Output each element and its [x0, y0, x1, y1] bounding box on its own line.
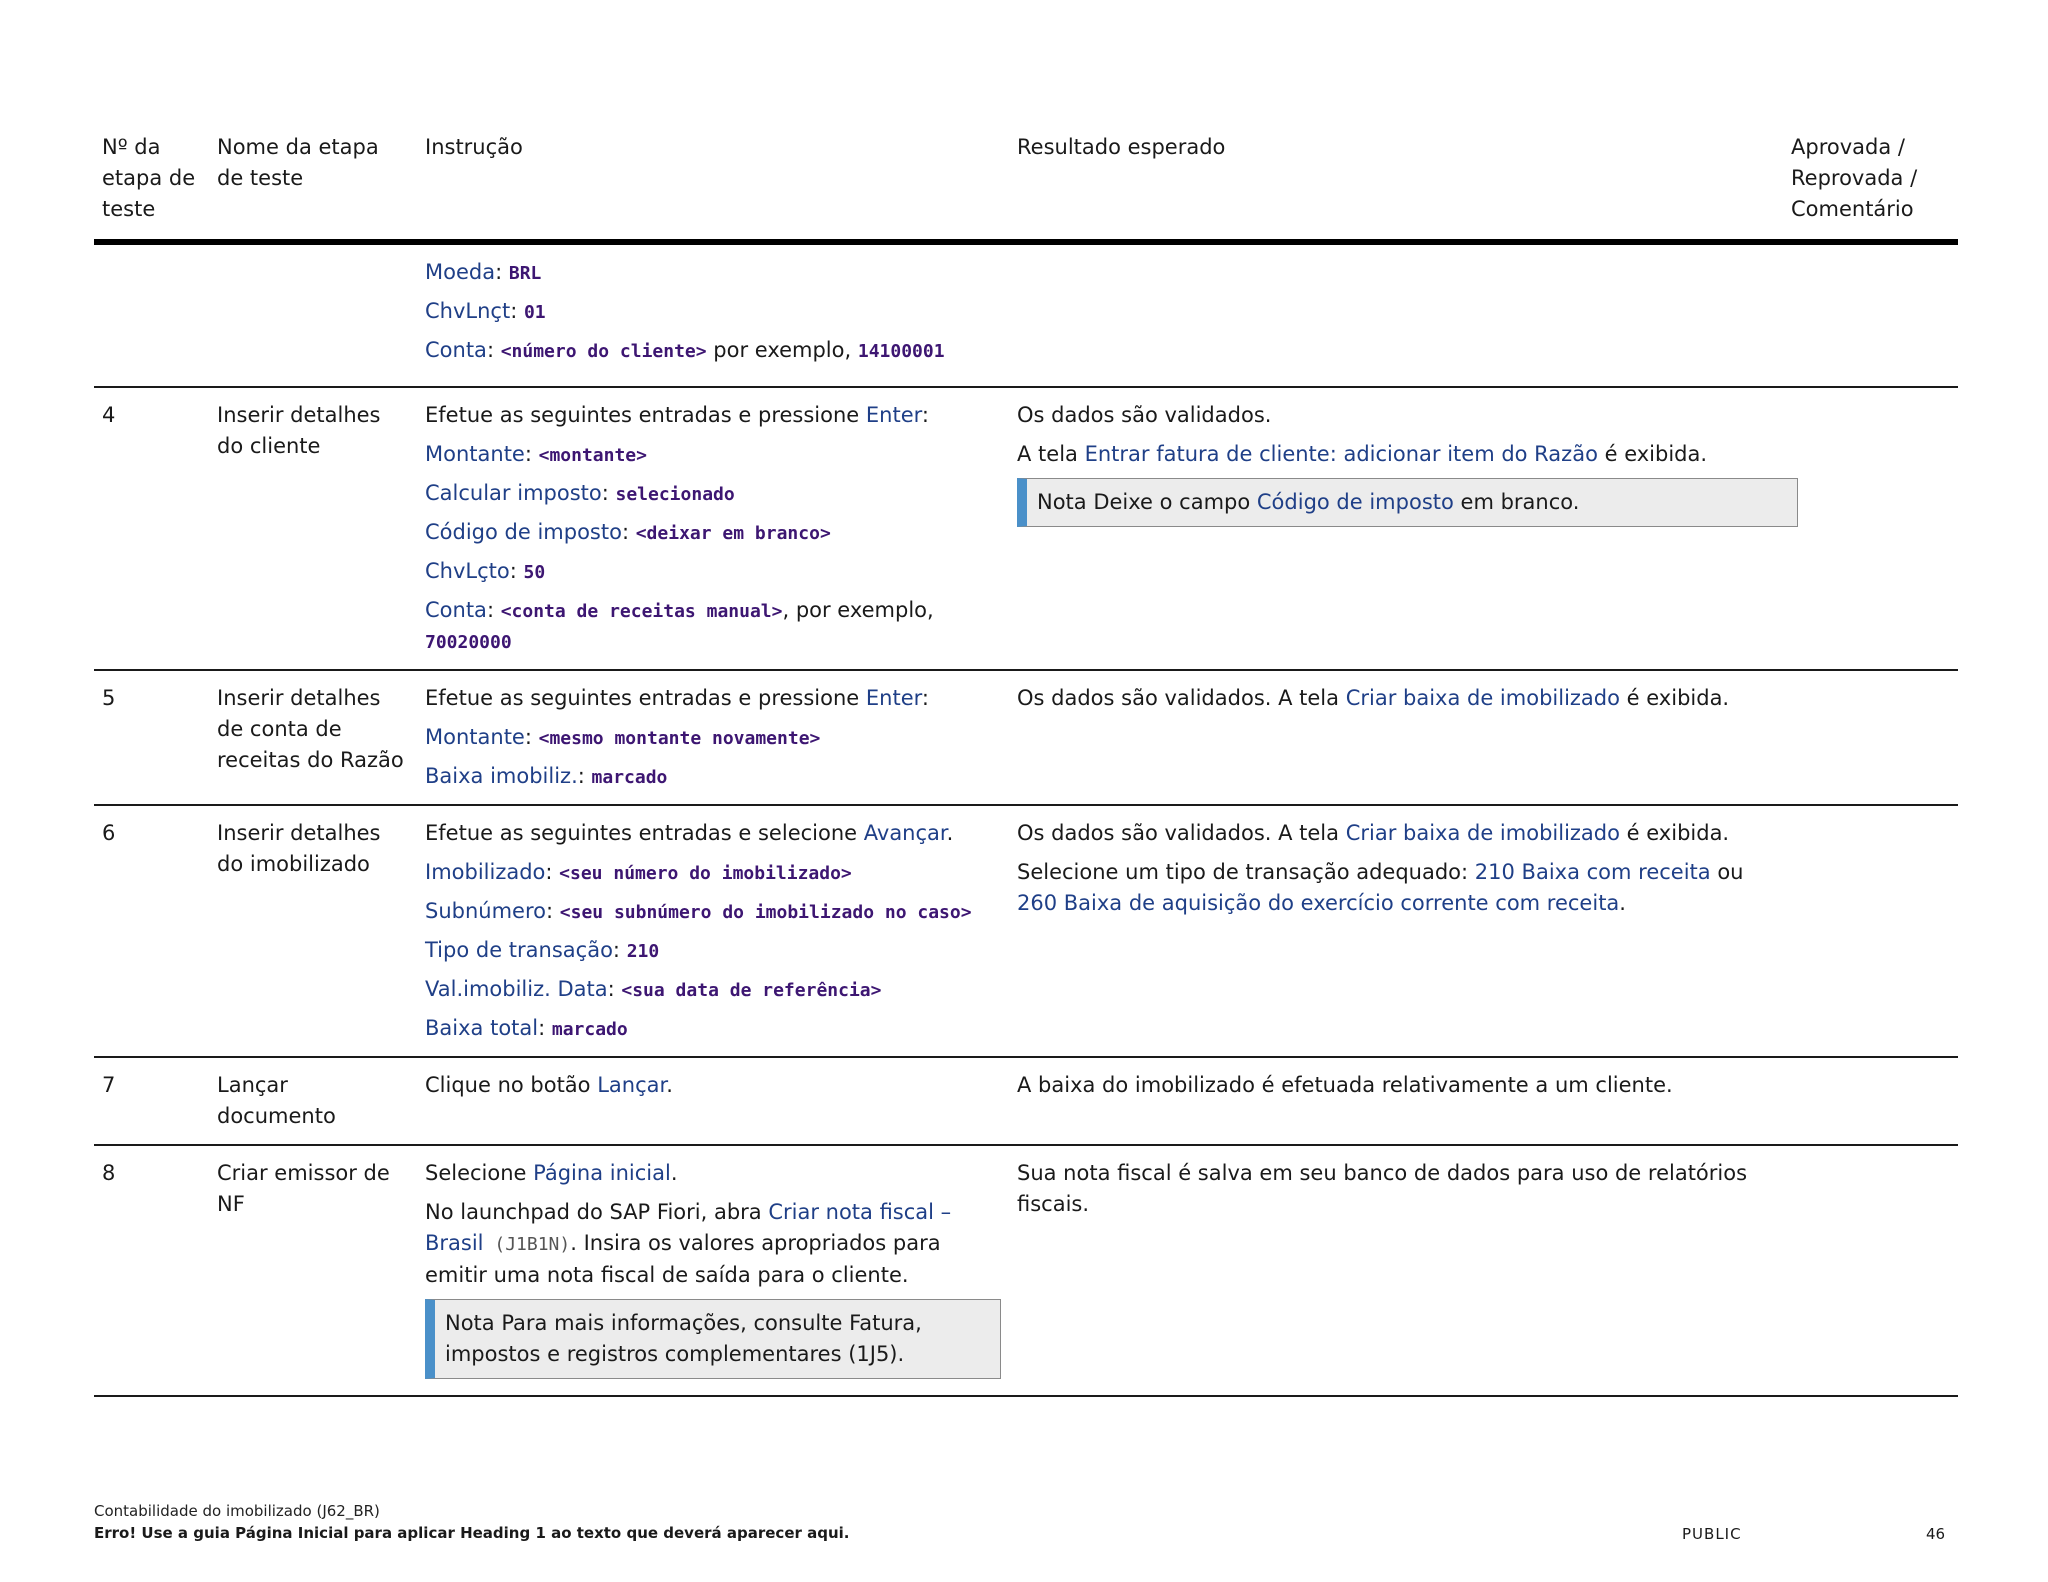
field-value: <conta de receitas manual> — [500, 601, 783, 622]
classification-label: PUBLIC — [1682, 1525, 1742, 1543]
field-value: 01 — [523, 302, 546, 323]
test-steps-table — [94, 120, 1958, 1397]
field-label: Conta — [425, 338, 487, 362]
step-number: 8 — [102, 1161, 116, 1185]
step-number: 5 — [102, 686, 116, 710]
header-step-name: Nome da etapa de teste — [217, 135, 379, 190]
heading-error-text: Erro! Use a guia Página Inicial para aplicar Heading 1 ao texto que deverá aparecer aqui. — [94, 1524, 850, 1542]
screen-name: Criar baixa de imobilizado — [1345, 821, 1620, 845]
field-value: 50 — [523, 562, 546, 583]
field-label: ChvLnçt — [425, 299, 511, 323]
key-term: Enter — [865, 403, 922, 427]
screen-name: Criar baixa de imobilizado — [1345, 686, 1620, 710]
expected-result-cell: Os dados são validados. A tela Entrar fatura de cliente: adicionar item do Razão é exibida. Nota Deixe o campo Código de imposto em branco. — [1009, 387, 1783, 670]
field-value: <montante> — [538, 445, 647, 466]
table-row — [94, 1145, 1958, 1396]
instruction-cell: Clique no botão Lançar. — [425, 1073, 673, 1097]
transaction-type-option: 260 Baixa de aquisição do exercício corrente com receita — [1017, 891, 1620, 915]
step-name: Inserir detalhes do cliente — [217, 403, 381, 458]
field-value: BRL — [508, 263, 542, 284]
expected-result-cell: A baixa do imobilizado é efetuada relativamente a um cliente. — [1017, 1073, 1673, 1097]
key-term: Página inicial — [533, 1161, 671, 1185]
note-box: Nota Para mais informações, consulte Fatura, impostos e registros complementares (1J5). — [425, 1299, 1001, 1379]
step-number: 6 — [102, 821, 116, 845]
step-number: 7 — [102, 1073, 116, 1097]
field-value: <seu subnúmero do imobilizado no caso> — [559, 902, 972, 923]
page-number: 46 — [1926, 1525, 1946, 1543]
screen-name: Entrar fatura de cliente: adicionar item do Razão — [1084, 442, 1598, 466]
field-label: Baixa imobiliz. — [425, 764, 578, 788]
field-label: Montante — [425, 442, 525, 466]
field-label: Val.imobiliz. Data — [425, 977, 608, 1001]
field-label: Imobilizado — [425, 860, 546, 884]
field-value: <sua data de referência> — [621, 980, 882, 1001]
field-value: <mesmo montante novamente> — [538, 728, 821, 749]
step-name: Criar emissor de NF — [217, 1161, 390, 1216]
table-row — [94, 1057, 1958, 1145]
field-label: Baixa total — [425, 1016, 539, 1040]
step-number: 4 — [102, 403, 116, 427]
field-example: 14100001 — [857, 341, 945, 362]
header-expected-result: Resultado esperado — [1017, 135, 1226, 159]
field-label: Moeda — [425, 260, 496, 284]
field-reference: Código de imposto — [1256, 490, 1454, 514]
field-value: <seu número do imobilizado> — [559, 863, 852, 884]
key-term: Lançar — [597, 1073, 667, 1097]
test-steps-page — [94, 120, 1958, 1397]
step-name: Inserir detalhes do imobilizado — [217, 821, 381, 876]
page-footer — [94, 1502, 1958, 1542]
field-label: Tipo de transação — [425, 938, 613, 962]
instruction-cell: Efetue as seguintes entradas e pressione Enter: Montante: <mesmo montante novamente> Baixa imobiliz.: marcado — [425, 686, 929, 788]
field-value: marcado — [591, 767, 668, 788]
instruction-cell: Efetue as seguintes entradas e selecione Avançar. Imobilizado: <seu número do imobilizado> Subnúmero: <seu subnúmero do imobilizado no caso> Tipo de transação: 210 Val.imobiliz. Data: <sua data de referência> Baixa total: marcado — [425, 821, 972, 1040]
step-name: Inserir detalhes de conta de receitas do Razão — [217, 686, 404, 772]
table-row — [94, 670, 1958, 805]
field-value: marcado — [551, 1019, 628, 1040]
field-label: Calcular imposto — [425, 481, 602, 505]
expected-result-cell: Os dados são validados. A tela Criar baixa de imobilizado é exibida. Selecione um tipo de transação adequado: 210 Baixa com receita ou 260 Baixa de aquisição do exercício corrente com receita. — [1017, 821, 1744, 915]
field-example: 70020000 — [425, 632, 512, 653]
field-value: 210 — [626, 941, 660, 962]
field-label: Montante — [425, 725, 525, 749]
field-label: ChvLçto — [425, 559, 510, 583]
instruction-cell: Efetue as seguintes entradas e pressione Enter: Montante: <montante> Calcular imposto: selecionado Código de imposto: <deixar em branco> ChvLçto: 50 Conta: <conta de receitas manual>, por exemplo, 70020000 — [425, 403, 934, 653]
expected-result-cell: Sua nota fiscal é salva em seu banco de dados para uso de relatórios fiscais. — [1017, 1161, 1748, 1216]
field-value: <deixar em branco> — [635, 523, 831, 544]
table-row — [94, 387, 1958, 670]
field-value: <número do cliente> — [500, 341, 707, 362]
step-name: Lançar documento — [217, 1073, 336, 1128]
table-row — [94, 805, 1958, 1057]
key-term: Avançar — [863, 821, 947, 845]
note-box: Nota Deixe o campo Código de imposto em branco. — [1017, 478, 1798, 527]
instruction-cell: Selecione Página inicial. No launchpad do SAP Fiori, abra Criar nota fiscal – Brasil (J1B1N). Insira os valores apropriados para emitir uma nota fiscal de saída para o cliente. Nota Para mais informações, consulte Fatura, impostos e registros complementares (1J5). — [417, 1145, 1009, 1396]
instruction-cell: Moeda: BRL ChvLnçt: 01 Conta: <número do cliente> por exemplo, 14100001 — [425, 260, 945, 362]
transaction-type-option: 210 Baixa com receita — [1474, 860, 1711, 884]
key-term: Enter — [865, 686, 922, 710]
expected-result-cell: Os dados são validados. A tela Criar baixa de imobilizado é exibida. — [1017, 686, 1730, 710]
field-value: selecionado — [615, 484, 735, 505]
field-label: Código de imposto — [425, 520, 622, 544]
header-step-number: Nº da etapa de teste — [102, 135, 196, 221]
field-text: por exemplo, — [706, 338, 858, 362]
field-label: Conta — [425, 598, 487, 622]
table-row — [94, 242, 1958, 387]
field-label: Subnúmero — [425, 899, 546, 923]
header-instruction: Instrução — [425, 135, 523, 159]
transaction-code: (J1B1N) — [483, 1234, 571, 1255]
app-name: Criar nota fiscal – Brasil — [425, 1200, 952, 1255]
header-pass-fail-comment: Aprovada / Reprovada / Comentário — [1791, 135, 1918, 221]
table-header-row — [94, 120, 1958, 242]
document-title: Contabilidade do imobilizado (J62_BR) — [94, 1502, 380, 1520]
